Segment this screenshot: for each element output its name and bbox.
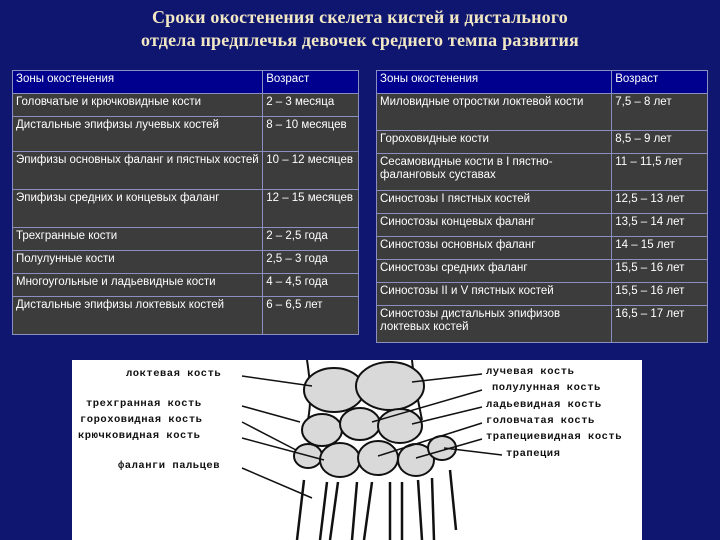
age-cell: 13,5 – 14 лет [612, 214, 708, 237]
age-cell: 8,5 – 9 лет [612, 131, 708, 154]
zone-cell: Дистальные эпифизы локтевых костей [13, 297, 263, 335]
zone-cell: Эпифизы средних и концевых фаланг [13, 190, 263, 228]
table-row [13, 274, 359, 297]
table-row [377, 214, 708, 237]
header-age: Возраст [263, 71, 359, 94]
header-zone: Зоны окостенения [13, 71, 263, 94]
table-header-row [13, 71, 359, 94]
slide-title [0, 6, 720, 52]
zone-cell: Эпифизы основных фаланг и пястных костей [13, 152, 263, 190]
age-cell: 4 – 4,5 года [263, 274, 359, 297]
age-cell: 12 – 15 месяцев [263, 190, 359, 228]
label-scaphoid: ладьевидная кость [486, 399, 602, 411]
zone-cell: Полулунные кости [13, 251, 263, 274]
table-row [13, 190, 359, 228]
table-row [377, 237, 708, 260]
table-row [13, 297, 359, 335]
zone-cell: Синостозы I пястных костей [377, 191, 612, 214]
table-row [13, 228, 359, 251]
age-cell: 2 – 2,5 года [263, 228, 359, 251]
table-row [377, 154, 708, 191]
label-trapezium: трапеция [506, 448, 561, 460]
age-cell: 2 – 3 месяца [263, 94, 359, 117]
zone-cell: Трехгранные кости [13, 228, 263, 251]
zone-cell: Синостозы концевых фаланг [377, 214, 612, 237]
age-cell: 14 – 15 лет [612, 237, 708, 260]
table-row [13, 117, 359, 152]
header-zone: Зоны окостенения [377, 71, 612, 94]
table-row [13, 251, 359, 274]
zone-cell: Сесамовидные кости в I пястно-фаланговых суставах [377, 154, 612, 191]
zone-cell: Дистальные эпифизы лучевых костей [13, 117, 263, 152]
label-capitate: головчатая кость [486, 415, 595, 427]
label-phalanges: фаланги пальцев [118, 460, 221, 472]
table-row [377, 283, 708, 306]
label-ulna: локтевая кость [126, 368, 222, 380]
right-ossification-table [376, 70, 708, 343]
label-trapezoid: трапециевидная кость [486, 431, 623, 443]
age-cell: 8 – 10 месяцев [263, 117, 359, 152]
label-triquetrum: трехгранная кость [86, 398, 202, 410]
label-pisiform: гороховидная кость [80, 414, 203, 426]
header-age: Возраст [612, 71, 708, 94]
table-row [377, 131, 708, 154]
wrist-bones-diagram [72, 360, 642, 540]
zone-cell: Миловидные отростки локтевой кости [377, 94, 612, 131]
left-ossification-table [12, 70, 359, 335]
table-row [377, 306, 708, 343]
title-line-2: отдела предплечья девочек среднего темпа развития [141, 30, 579, 50]
zone-cell: Синостозы основных фаланг [377, 237, 612, 260]
table-header-row [377, 71, 708, 94]
age-cell: 16,5 – 17 лет [612, 306, 708, 343]
title-line-1: Сроки окостенения скелета кистей и дистального [151, 7, 568, 27]
zone-cell: Головчатые и крючковидные кости [13, 94, 263, 117]
label-hamate: крючковидная кость [78, 430, 201, 442]
zone-cell: Синостозы II и V пястных костей [377, 283, 612, 306]
age-cell: 6 – 6,5 лет [263, 297, 359, 335]
table-row [377, 94, 708, 131]
age-cell: 12,5 – 13 лет [612, 191, 708, 214]
table-row [377, 191, 708, 214]
age-cell: 2,5 – 3 года [263, 251, 359, 274]
age-cell: 15,5 – 16 лет [612, 283, 708, 306]
label-lunate: полулунная кость [492, 382, 601, 394]
table-row [13, 94, 359, 117]
zone-cell: Синостозы средних фаланг [377, 260, 612, 283]
label-radius: лучевая кость [486, 366, 575, 378]
age-cell: 7,5 – 8 лет [612, 94, 708, 131]
table-row [377, 260, 708, 283]
zone-cell: Синостозы дистальных эпифизов локтевых костей [377, 306, 612, 343]
table-row [13, 152, 359, 190]
zone-cell: Гороховидные кости [377, 131, 612, 154]
age-cell: 15,5 – 16 лет [612, 260, 708, 283]
age-cell: 10 – 12 месяцев [263, 152, 359, 190]
age-cell: 11 – 11,5 лет [612, 154, 708, 191]
zone-cell: Многоугольные и ладьевидные кости [13, 274, 263, 297]
